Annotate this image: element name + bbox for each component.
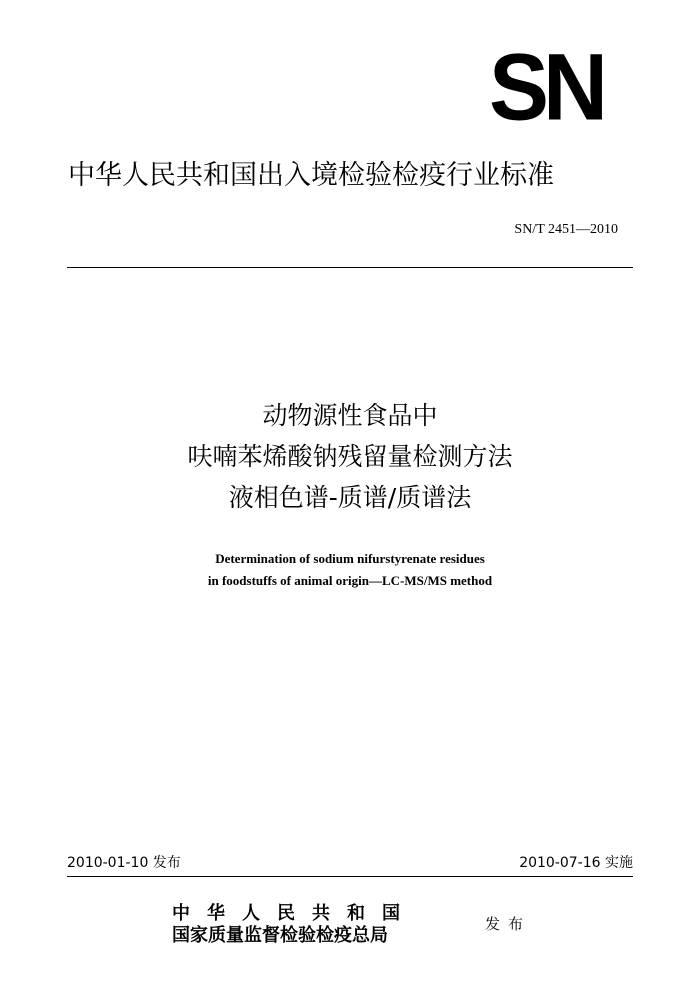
issuer-line-1: 中华人民共和国 — [172, 903, 417, 924]
english-title-line-2: in foodstuffs of animal origin—LC-MS/MS method — [207, 573, 493, 588]
org-title: 中华人民共和国出入境检验检疫行业标准 — [68, 160, 554, 191]
issuer-line-2: 国家质量监督检验检疫总局 — [172, 925, 388, 946]
issuing-authority — [172, 903, 472, 947]
issue-date: 2010-01-10 发布 — [67, 855, 181, 871]
chinese-title-line-1: 动物源性食品中 — [262, 401, 438, 430]
top-divider — [67, 267, 633, 268]
publish-label: 发布 — [485, 915, 532, 933]
standard-code: SN/T 2451—2010 — [514, 222, 618, 237]
english-title — [60, 548, 640, 592]
implementation-date: 2010-07-16 实施 — [519, 855, 633, 871]
bottom-divider — [67, 876, 633, 877]
english-title-line-1: Determination of sodium nifurstyrenate residues — [215, 551, 485, 566]
sn-logo: SN — [488, 50, 602, 126]
chinese-title-line-3: 液相色谱-质谱/质谱法 — [228, 483, 472, 512]
chinese-title-line-2: 呋喃苯烯酸钠残留量检测方法 — [187, 442, 513, 471]
chinese-title — [60, 395, 640, 518]
